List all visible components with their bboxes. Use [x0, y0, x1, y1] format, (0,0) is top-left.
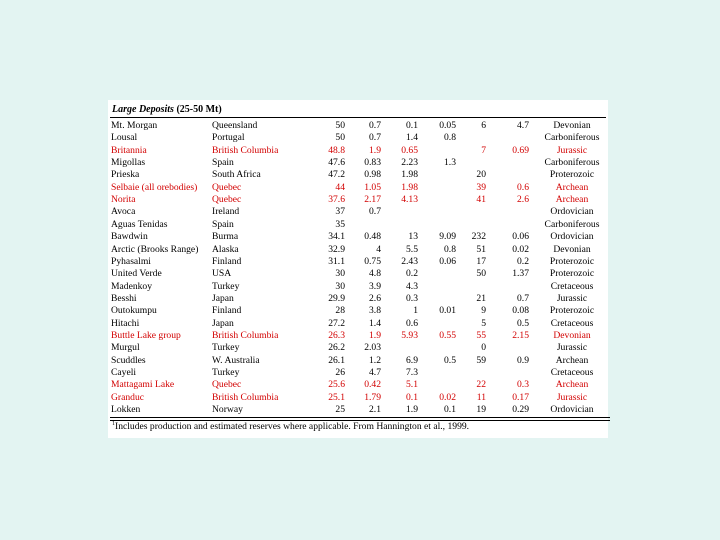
- cell-au: 0.69: [512, 144, 529, 156]
- cell-age: Carboniferous: [544, 218, 600, 230]
- cell-location: USA: [212, 268, 232, 280]
- cell-zn: 2.43: [401, 255, 418, 267]
- table-title-range: (25-50 Mt): [176, 104, 222, 115]
- cell-tonnage: 37: [335, 206, 345, 218]
- table-title: [112, 104, 222, 115]
- cell-zn: 2.23: [401, 157, 418, 169]
- cell-zn: 0.65: [401, 144, 418, 156]
- cell-age: Jurassic: [556, 144, 588, 156]
- cell-location: Turkey: [212, 367, 240, 378]
- cell-au: 0.7: [517, 292, 529, 304]
- cell-pb: 9.09: [439, 231, 456, 243]
- table-row: [0, 404, 720, 416]
- cell-tonnage: 47.6: [328, 157, 345, 169]
- footnote-marker: 1: [112, 421, 115, 427]
- cell-zn: 0.6: [406, 317, 418, 329]
- cell-name: Madenkoy: [111, 280, 153, 292]
- cell-location: British Columbia: [212, 144, 279, 156]
- cell-name: Arctic (Brooks Range): [111, 243, 199, 255]
- cell-name: Norita: [111, 194, 136, 206]
- cell-ag: 17: [476, 255, 486, 267]
- cell-age: Proterozoic: [549, 169, 595, 181]
- cell-name: Migollas: [111, 157, 146, 169]
- cell-cu: 2.1: [369, 404, 381, 416]
- cell-tonnage: 32.9: [328, 243, 345, 255]
- cell-age: Ordovician: [550, 206, 594, 218]
- cell-name: Lousal: [111, 132, 138, 144]
- cell-tonnage: 26.2: [328, 342, 345, 354]
- cell-au: 0.2: [517, 255, 529, 267]
- cell-name: Selbaie (all orebodies): [111, 181, 198, 193]
- table-row: [0, 330, 720, 342]
- cell-cu: 1.05: [364, 181, 381, 193]
- cell-age: Cretaceous: [550, 317, 594, 329]
- cell-tonnage: 47.2: [328, 169, 345, 181]
- cell-cu: 0.42: [364, 379, 381, 391]
- cell-au: 2.6: [517, 194, 529, 206]
- cell-au: 0.17: [512, 391, 529, 403]
- cell-age: Proterozoic: [549, 305, 595, 317]
- cell-name: Mt. Morgan: [111, 120, 158, 131]
- cell-location: Spain: [212, 157, 234, 169]
- cell-age: Devonian: [553, 243, 591, 255]
- cell-au: 1.37: [512, 268, 529, 280]
- cell-cu: 1.79: [364, 391, 381, 403]
- cell-location: Burma: [212, 231, 239, 243]
- cell-tonnage: 26.3: [328, 329, 345, 341]
- cell-age: Archean: [555, 379, 589, 391]
- cell-zn: 4.13: [401, 194, 418, 206]
- cell-location: W. Australia: [212, 354, 260, 366]
- cell-ag: 232: [471, 231, 486, 243]
- cell-zn: 1.9: [406, 404, 418, 416]
- cell-cu: 4: [376, 243, 381, 255]
- cell-ag: 51: [476, 243, 486, 255]
- cell-location: South Africa: [212, 169, 261, 181]
- cell-cu: 0.98: [364, 169, 381, 181]
- cell-cu: 4.8: [369, 268, 381, 280]
- cell-tonnage: 25: [335, 404, 345, 416]
- cell-location: Finland: [212, 255, 242, 267]
- cell-cu: 3.8: [369, 305, 381, 317]
- footnote: [112, 421, 469, 432]
- cell-ag: 21: [476, 292, 486, 304]
- cell-name: Granduc: [111, 391, 145, 403]
- top-rule: [110, 117, 606, 118]
- cell-au: 0.06: [512, 231, 529, 243]
- cell-au: 2.15: [512, 329, 529, 341]
- cell-au: 0.6: [517, 181, 529, 193]
- table-row: [0, 120, 720, 132]
- cell-ag: 11: [476, 391, 486, 403]
- cell-cu: 4.7: [369, 367, 381, 378]
- cell-age: Jurassic: [556, 342, 588, 354]
- table-row: [0, 392, 720, 404]
- cell-pb: 0.8: [444, 243, 456, 255]
- cell-tonnage: 30: [335, 280, 345, 292]
- cell-location: Turkey: [212, 342, 240, 354]
- cell-pb: 0.1: [444, 404, 456, 416]
- table-row: [0, 231, 720, 243]
- cell-ag: 59: [476, 354, 486, 366]
- cell-tonnage: 37.6: [328, 194, 345, 206]
- cell-name: Bawdwin: [111, 231, 148, 243]
- cell-zn: 5.5: [406, 243, 418, 255]
- cell-au: 0.29: [512, 404, 529, 416]
- cell-au: 0.5: [517, 317, 529, 329]
- cell-cu: 3.9: [369, 280, 381, 292]
- cell-ag: 20: [476, 169, 486, 181]
- cell-zn: 0.2: [406, 268, 418, 280]
- cell-tonnage: 34.1: [328, 231, 345, 243]
- cell-pb: 0.8: [444, 132, 456, 144]
- cell-name: Outokumpu: [111, 305, 157, 317]
- cell-name: Scuddles: [111, 354, 146, 366]
- cell-age: Carboniferous: [544, 132, 600, 144]
- cell-tonnage: 35: [335, 218, 345, 230]
- cell-name: United Verde: [111, 268, 162, 280]
- cell-location: Portugal: [212, 132, 245, 144]
- cell-tonnage: 28: [335, 305, 345, 317]
- cell-location: Turkey: [212, 280, 240, 292]
- cell-age: Proterozoic: [549, 255, 595, 267]
- cell-age: Archean: [555, 181, 589, 193]
- cell-location: British Columbia: [212, 329, 279, 341]
- cell-zn: 6.9: [406, 354, 418, 366]
- cell-name: Pyhasalmi: [111, 255, 151, 267]
- cell-ag: 55: [476, 329, 486, 341]
- table-row: [0, 281, 720, 293]
- table-row: [0, 318, 720, 330]
- cell-age: Proterozoic: [549, 268, 595, 280]
- table-row: [0, 293, 720, 305]
- table-row: [0, 145, 720, 157]
- cell-name: Buttle Lake group: [111, 329, 181, 341]
- cell-age: Archean: [555, 354, 589, 366]
- cell-tonnage: 26: [335, 367, 345, 378]
- cell-zn: 5.93: [401, 329, 418, 341]
- cell-pb: 0.55: [439, 329, 456, 341]
- cell-age: Archean: [555, 194, 589, 206]
- cell-age: Cretaceous: [550, 367, 594, 378]
- table-row: [0, 379, 720, 391]
- cell-location: Japan: [212, 292, 234, 304]
- cell-tonnage: 26.1: [328, 354, 345, 366]
- cell-cu: 2.17: [364, 194, 381, 206]
- cell-zn: 1: [413, 305, 418, 317]
- cell-cu: 0.83: [364, 157, 381, 169]
- cell-cu: 0.7: [369, 120, 381, 131]
- cell-au: 0.3: [517, 379, 529, 391]
- cell-zn: 1.98: [401, 181, 418, 193]
- cell-cu: 0.7: [369, 206, 381, 218]
- table-row: [0, 169, 720, 181]
- table-row: [0, 268, 720, 280]
- cell-age: Devonian: [553, 120, 591, 131]
- cell-tonnage: 50: [335, 132, 345, 144]
- cell-zn: 0.1: [406, 391, 418, 403]
- cell-location: Ireland: [212, 206, 240, 218]
- cell-ag: 0: [481, 342, 486, 354]
- cell-name: Lokken: [111, 404, 141, 416]
- cell-name: Besshi: [111, 292, 137, 304]
- table-row: [0, 157, 720, 169]
- cell-name: Prieska: [111, 169, 140, 181]
- table-row: [0, 132, 720, 144]
- cell-cu: 1.2: [369, 354, 381, 366]
- cell-cu: 0.48: [364, 231, 381, 243]
- cell-zn: 1.98: [401, 169, 418, 181]
- cell-tonnage: 29.9: [328, 292, 345, 304]
- cell-ag: 7: [481, 144, 486, 156]
- cell-cu: 1.4: [369, 317, 381, 329]
- cell-zn: 5.1: [406, 379, 418, 391]
- cell-location: Quebec: [212, 181, 242, 193]
- cell-ag: 9: [481, 305, 486, 317]
- cell-age: Jurassic: [556, 391, 588, 403]
- cell-ag: 41: [476, 194, 486, 206]
- table-row: [0, 194, 720, 206]
- cell-pb: 1.3: [444, 157, 456, 169]
- cell-tonnage: 30: [335, 268, 345, 280]
- cell-name: Mattagami Lake: [111, 379, 175, 391]
- table-row: [0, 367, 720, 379]
- cell-cu: 1.9: [369, 329, 381, 341]
- cell-au: 4.7: [517, 120, 529, 131]
- cell-location: Norway: [212, 404, 243, 416]
- cell-zn: 1.4: [406, 132, 418, 144]
- cell-tonnage: 25.6: [328, 379, 345, 391]
- table-row: [0, 244, 720, 256]
- cell-location: Finland: [212, 305, 242, 317]
- cell-location: British Columbia: [212, 391, 279, 403]
- cell-pb: 0.02: [439, 391, 456, 403]
- cell-age: Cretaceous: [550, 280, 594, 292]
- cell-age: Ordovician: [550, 404, 594, 416]
- footnote-text: Includes production and estimated reserves where applicable. From Hannington et al., 1999.: [115, 421, 470, 432]
- cell-name: Murgul: [111, 342, 140, 354]
- cell-tonnage: 31.1: [328, 255, 345, 267]
- table-row: [0, 206, 720, 218]
- cell-name: Aguas Tenidas: [111, 218, 168, 230]
- cell-age: Ordovician: [550, 231, 594, 243]
- cell-ag: 5: [481, 317, 486, 329]
- cell-location: Queensland: [212, 120, 258, 131]
- cell-age: Carboniferous: [544, 157, 600, 169]
- cell-tonnage: 48.8: [328, 144, 345, 156]
- cell-tonnage: 44: [335, 181, 345, 193]
- cell-tonnage: 27.2: [328, 317, 345, 329]
- cell-zn: 13: [408, 231, 418, 243]
- cell-ag: 19: [476, 404, 486, 416]
- cell-cu: 2.03: [364, 342, 381, 354]
- cell-location: Alaska: [212, 243, 239, 255]
- cell-pb: 0.5: [444, 354, 456, 366]
- cell-zn: 0.3: [406, 292, 418, 304]
- cell-name: Britannia: [111, 144, 147, 156]
- cell-au: 0.9: [517, 354, 529, 366]
- cell-tonnage: 25.1: [328, 391, 345, 403]
- cell-age: Devonian: [553, 329, 591, 341]
- table-title-main: Large Deposits: [112, 104, 174, 115]
- cell-ag: 39: [476, 181, 486, 193]
- table-row: [0, 342, 720, 354]
- cell-name: Hitachi: [111, 317, 140, 329]
- cell-pb: 0.01: [439, 305, 456, 317]
- cell-cu: 0.7: [369, 132, 381, 144]
- cell-name: Cayeli: [111, 367, 137, 378]
- cell-location: Quebec: [212, 379, 242, 391]
- cell-cu: 2.6: [369, 292, 381, 304]
- cell-zn: 7.3: [406, 367, 418, 378]
- cell-age: Jurassic: [556, 292, 588, 304]
- table-row: [0, 219, 720, 231]
- cell-ag: 6: [481, 120, 486, 131]
- cell-pb: 0.06: [439, 255, 456, 267]
- cell-location: Spain: [212, 218, 234, 230]
- cell-au: 0.02: [512, 243, 529, 255]
- table-row: [0, 355, 720, 367]
- cell-cu: 1.9: [369, 144, 381, 156]
- cell-name: Avoca: [111, 206, 136, 218]
- table-row: [0, 182, 720, 194]
- cell-pb: 0.05: [439, 120, 456, 131]
- cell-location: Japan: [212, 317, 234, 329]
- cell-zn: 4.3: [406, 280, 418, 292]
- cell-au: 0.08: [512, 305, 529, 317]
- table-row: [0, 256, 720, 268]
- cell-zn: 0.1: [406, 120, 418, 131]
- cell-ag: 22: [476, 379, 486, 391]
- cell-tonnage: 50: [335, 120, 345, 131]
- cell-location: Quebec: [212, 194, 242, 206]
- table-row: [0, 305, 720, 317]
- cell-cu: 0.75: [364, 255, 381, 267]
- cell-ag: 50: [476, 268, 486, 280]
